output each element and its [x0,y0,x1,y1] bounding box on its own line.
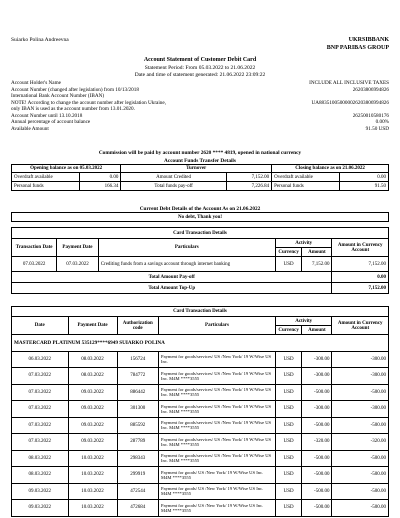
cell-particulars: Payment for goods/ US /New York/ 19 W/Wise US Inc. M4M ****3555 [159,500,276,517]
statement-title: Account Statement of Customer Debit Card [143,57,257,63]
cell-date: 07.03.2022 [12,417,69,434]
total-top-up-row: Total Amount Top-Up 7,152.00 [12,283,389,294]
card2-title: Card Transaction Details [12,307,389,317]
cell-amount-account: -300.00 [332,368,389,385]
cell-date: 09.03.2022 [12,500,69,517]
bank-name: UKRSIBBANK [348,37,389,43]
table-row [12,500,389,517]
cell-amount: -500.00 [302,417,332,434]
info-row: Account Number (changed after legislation) from 10/13/2018 26203806994826 [11,86,389,93]
funds-table [11,164,389,191]
cell-currency: USD [275,434,301,451]
total-pay-off-row: Total Amount Pay-off 0.00 [12,272,389,283]
table-row [12,351,389,368]
info-row: Annual percentage of account balance 0.00% [11,119,389,125]
table-row [12,368,389,385]
card-transactions-top-up [11,227,389,294]
holder-name: Suiarko Polina Andreevna [11,37,69,43]
debt-title: Current Debt Details of the Account As on 21.06.2022 [139,206,261,212]
cell-auth-code: 472544 [117,483,158,500]
cell-date: 06.03.2022 [12,351,69,368]
cell-particulars: Payment for goods/services/ US /New York/ 19 W/Wise US Inc. M4M ****3555 [159,368,276,385]
info-row: Available Amount 91.50 USD [11,125,389,132]
card1-title: Card Transaction Details [12,228,389,239]
cell-date: 07.03.2022 [12,401,69,418]
cell-amount-account: -300.00 [332,351,389,368]
table-row [12,434,389,451]
cell-particulars: Payment for goods/services/ US /New York/ 19 W/Wise US Inc. M4M ****3555 [159,401,276,418]
cell-date: 07.03.2022 [12,384,69,401]
info-row: NOTE! According to change the account number after legislation Ukraine, UA883510050000026203806994826 [11,99,389,106]
cell-payment-date: 09.03.2022 [68,417,117,434]
cell-payment-date: 10.03.2022 [68,450,117,467]
header-turnover: Turnover [121,165,272,173]
cell-amount-account: -500.00 [332,500,389,517]
statement-period: Statement Period: From 05.03.2022 to 21.06.2022 [144,64,256,71]
cell-payment-date: 10.03.2022 [68,483,117,500]
cell-amount-account: -500.00 [332,467,389,484]
cell-particulars: Payment for goods/services/ US /New York/ 19 W/Wise US Inc. [159,351,276,368]
cell-amount: -300.00 [302,401,332,418]
commission-note: Commission will be paid by account number 2620 **** 4819, opened in national currency [98,150,302,156]
cell-amount: -500.00 [302,450,332,467]
table-row: 07.03.2022 07.03.2022 Crediting funds from a savings account through internet banking USD 7,152.00 7,152.00 [12,257,389,272]
cell-auth-code: 298343 [117,450,158,467]
cell-currency: USD [275,500,301,517]
card-transactions-payments [11,306,389,517]
table-row: Overdraft available 0.00 Amount Credited 7,152.00 Overdraft available 0.00 [12,173,389,182]
debt-status: No debt, Thank you! [12,213,389,222]
cell-payment-date: 08.03.2022 [68,351,117,368]
cell-auth-code: 472684 [117,500,158,517]
bank-group: BNP PARIBAS GROUP [326,44,389,51]
debt-table [11,212,389,222]
card-label: MASTERCARD PLATINUM 535129****6949 SUIARKO POLINA [12,335,389,352]
cell-currency: USD [275,450,301,467]
account-info [11,80,389,132]
cell-amount: -300.00 [302,368,332,385]
statement-header [11,37,389,55]
cell-date: 07.03.2022 [12,368,69,385]
cell-currency: USD [275,384,301,401]
statement-generated: Date and time of statement generated: 21.06.2022 23:09:22 [134,72,266,78]
table-row [12,467,389,484]
table-row [12,417,389,434]
info-row: Account Holder's Name INCLUDE ALL INCLUSIVE TAXES [11,80,389,86]
cell-amount-account: -500.00 [332,483,389,500]
cell-particulars: Payment for goods/services/ US /New York/ 19 W/Wise US Inc. M4M ****3555 [159,384,276,401]
cell-currency: USD [275,368,301,385]
table-row [12,450,389,467]
cell-particulars: Payment for goods/services/ US /New York/ 19 W/Wise US Inc. M4M ****3555 [159,434,276,451]
cell-payment-date: 09.03.2022 [68,384,117,401]
cell-payment-date: 10.03.2022 [68,467,117,484]
cell-amount: -500.00 [302,500,332,517]
cell-auth-code: 301300 [117,401,158,418]
cell-currency: USD [275,351,301,368]
header-opening: Opening balance as on 05.03.2022 [12,165,121,173]
cell-amount-account: -500.00 [332,384,389,401]
cell-amount-account: -320.00 [332,434,389,451]
card-transactions-table-2: Card Transaction Details Date Payment Date Authorization code Particulars Activity Amount in Currency Account Currency Amount MASTERCARD PLATINUM 535129****6949 SUIARKO POLINA 06.03.2022 08.03.2022 156724 Payment for goods/services/ US /New York/ 19 W/Wise US Inc. USD -300.00 -300.00 07.03.2022 08.03.2022 784772 Payment for goods/services/ US /New York/ 19 W/Wise US Inc. M4M ****3555 USD -300.00 -300.00 07.03.2022 09.03.2022 886442 Payment for goods/services/ US /New York/ 19 W/Wise US Inc. M4M ****3555 USD -500.00 -500.00 07.03.2022 09.03.2022 301300 Payment for goods/services/ US /New York/ 19 W/Wise US Inc. M4M ****3555 USD -300.00 -300.00 07.03.2022 09.03.2022 885592 Payment for goods/services/ US /New York/ 19 W/Wise US Inc. M4M ****3555 USD -500.00 -500.00 07.03.2022 09.03.2022 287789 Payment for goods/services/ US /New York/ 19 W/Wise US Inc. M4M ****3555 USD -320.00 -320.00 08.03.2022 10.03.2022 298343 Payment for goods/services/ US /New York/ 19 W/Wise US Inc. M4M ****3555 USD -500.00 -500.00 08.03.2022 10.03.2022 299919 Payment for goods/ US /New York/ 19 W/Wise US Inc. M4M ****3555 USD -500.00 -500.00 09.03.2022 10.03.2022 472544 Payment for goods/ US /New York/ 19 W/Wise US Inc. M4M ****3555 USD -500.00 -500.00 09.03.2022 10.03.2022 472684 Payment for goods/ US /New York/ 19 W/Wise US Inc. M4M ****3555 USD -500.00 -500.00 [11,306,389,517]
statement-title-block [11,57,389,80]
current-debt-section [11,206,389,222]
cell-currency: USD [275,417,301,434]
cell-date: 08.03.2022 [12,450,69,467]
table-row [12,384,389,401]
info-row: only IBAN is used as the account number from 13.01.2020. [11,106,135,112]
cell-particulars: Payment for goods/ US /New York/ 19 W/Wise US Inc. M4M ****3555 [159,483,276,500]
funds-transfer-section [11,158,389,191]
cell-amount: -500.00 [302,483,332,500]
header-closing: Closing balance as on 21.06.2022 [272,165,389,173]
cell-date: 07.03.2022 [12,434,69,451]
cell-payment-date: 10.03.2022 [68,500,117,517]
cell-payment-date: 09.03.2022 [68,401,117,418]
table-row [12,401,389,418]
cell-amount: -300.00 [302,351,332,368]
cell-payment-date: 09.03.2022 [68,434,117,451]
cell-auth-code: 299919 [117,467,158,484]
cell-amount: -320.00 [302,434,332,451]
cell-currency: USD [275,401,301,418]
cell-date: 08.03.2022 [12,467,69,484]
bank-logo-text [327,37,389,52]
cell-auth-code: 156724 [117,351,158,368]
cell-particulars: Payment for goods/services/ US /New York/ 19 W/Wise US Inc. M4M ****3555 [159,450,276,467]
card2-rows [12,351,389,516]
cell-amount-account: -500.00 [332,450,389,467]
cell-amount: -500.00 [302,467,332,484]
cell-auth-code: 784772 [117,368,158,385]
cell-amount: -500.00 [302,384,332,401]
funds-title: Account Funds Transfer Details [164,158,236,164]
cell-currency: USD [275,483,301,500]
card-transactions-table-1: Card Transaction Details Transaction Date Payment Date Particulars Activity Amount in Currency Account Currency Amount 07.03.2022 07.03.2022 Crediting funds from a savings account through internet banking USD 7,152.00 7,152.00 Total Amount Pay-off 0.00 Total Amount Top-Up 7,152.00 [11,227,389,294]
cell-payment-date: 08.03.2022 [68,368,117,385]
info-row: Account Number until 13.10.2018 26250010580176 [11,112,389,119]
cell-date: 09.03.2022 [12,483,69,500]
cell-currency: USD [275,467,301,484]
info-row: International Bank Account Number (IBAN) [11,93,105,99]
cell-auth-code: 886442 [117,384,158,401]
table-row [12,483,389,500]
cell-auth-code: 287789 [117,434,158,451]
cell-amount-account: -500.00 [332,417,389,434]
cell-auth-code: 885592 [117,417,158,434]
table-row: Personal funds 166.34 Total funds pay-off 7,226.84 Personal funds 91.50 [12,182,389,191]
cell-particulars: Payment for goods/services/ US /New York/ 19 W/Wise US Inc. M4M ****3555 [159,417,276,434]
cell-particulars: Payment for goods/ US /New York/ 19 W/Wise US Inc. M4M ****3555 [159,467,276,484]
cell-amount-account: -300.00 [332,401,389,418]
